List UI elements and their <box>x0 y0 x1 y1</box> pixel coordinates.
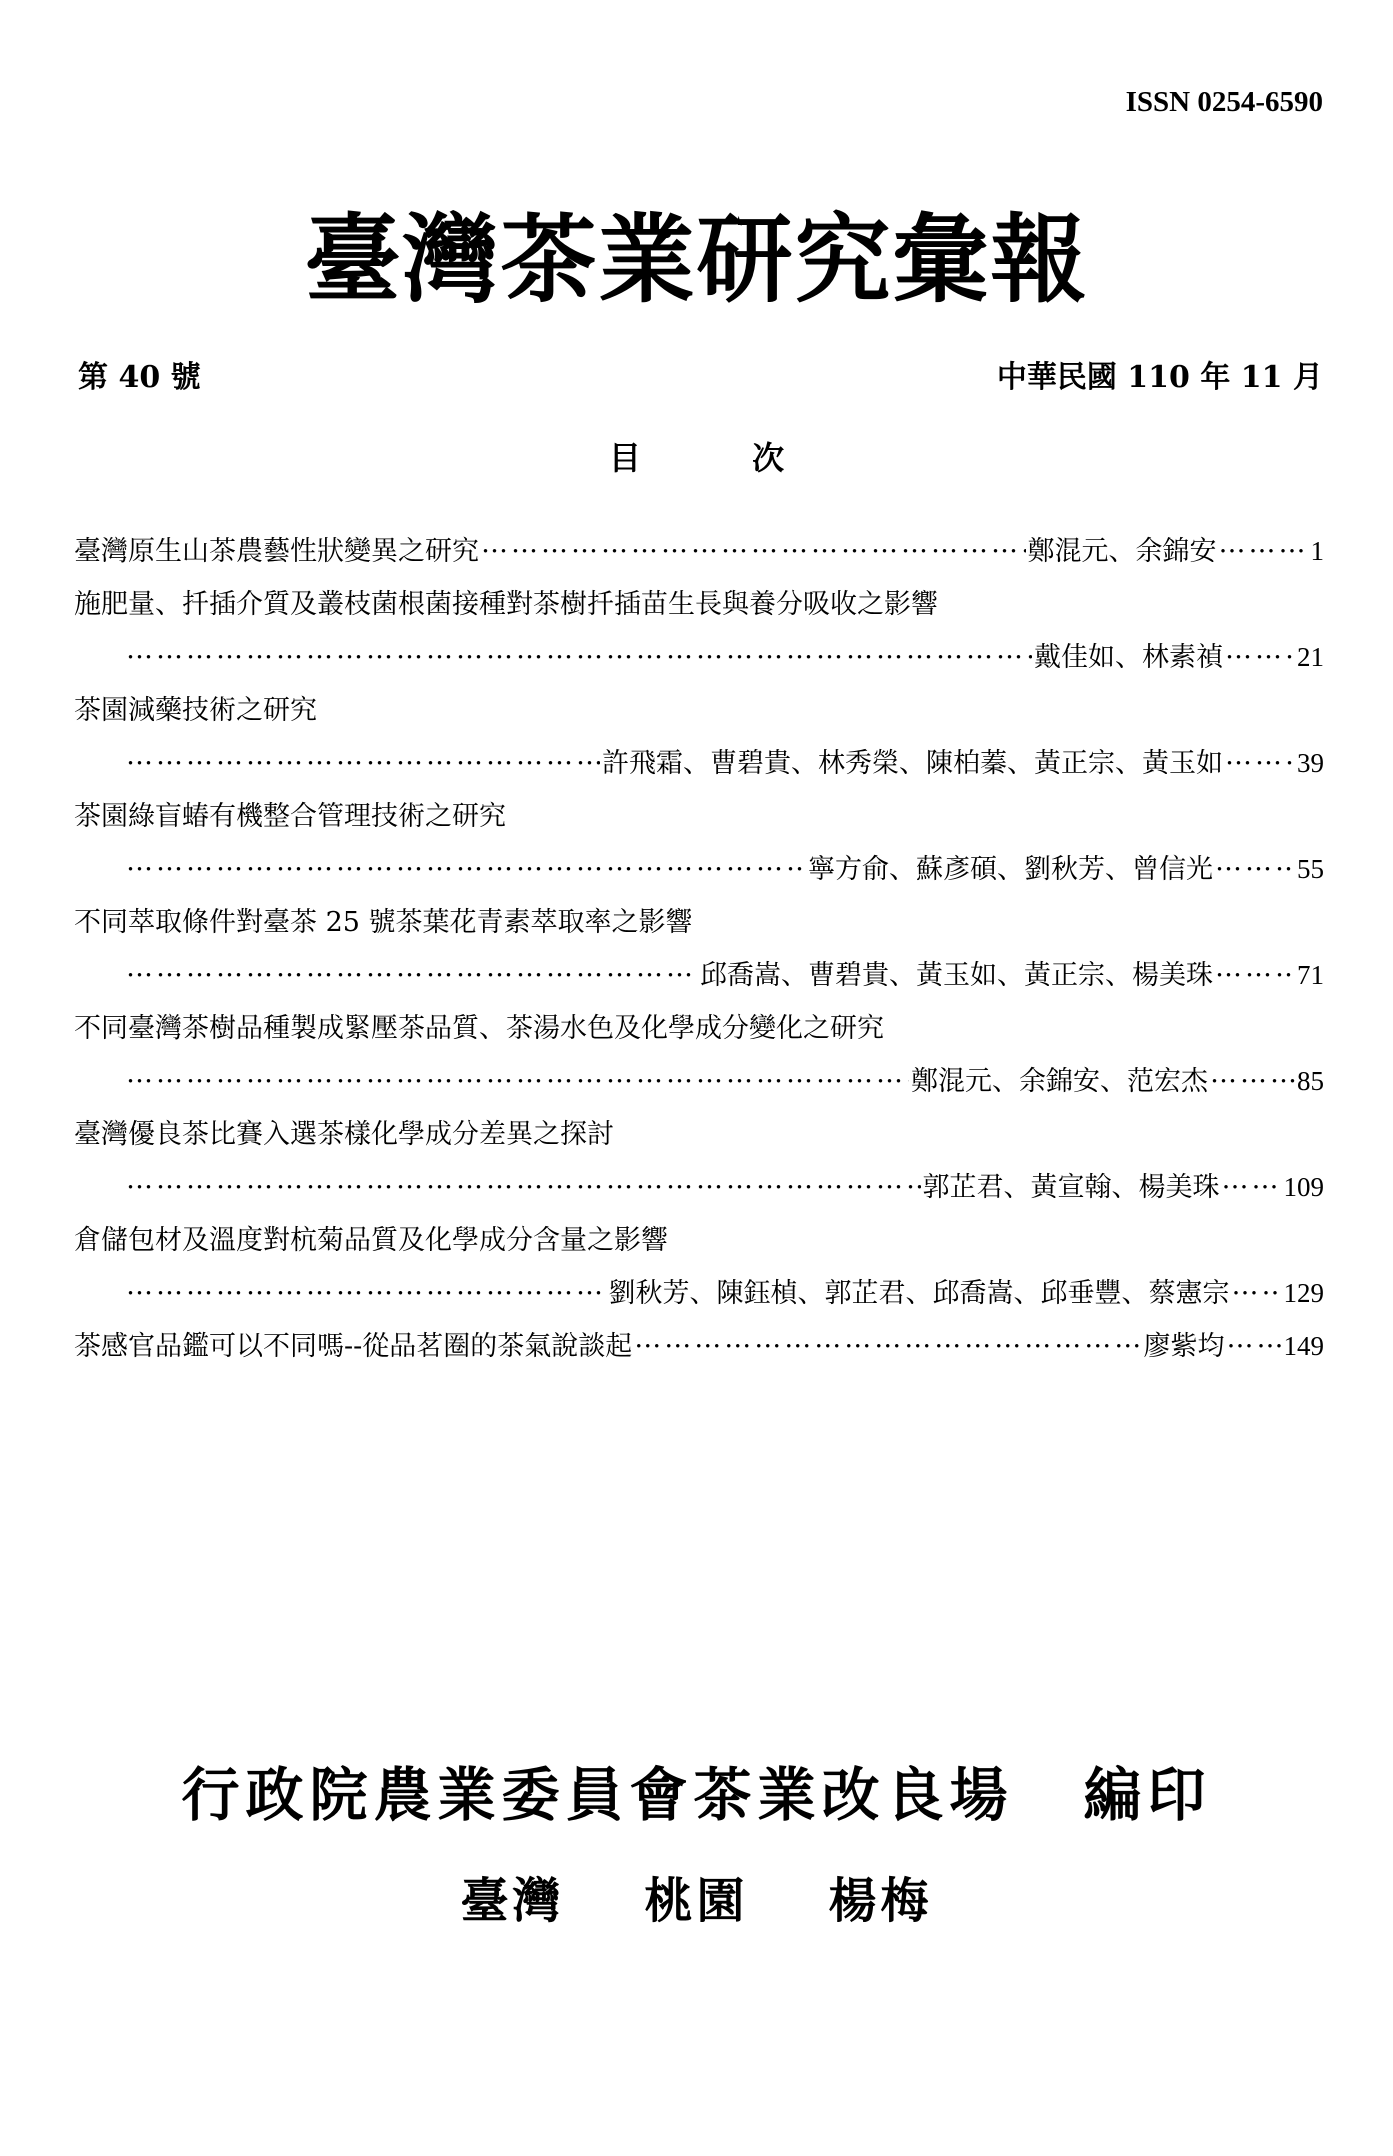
toc-entry-authors: 鄭混元、余錦安 <box>1027 536 1217 567</box>
leader-dots <box>1232 1267 1282 1312</box>
toc-entry[interactable] <box>74 684 1324 790</box>
leader-dots <box>1215 949 1295 994</box>
issue-row <box>78 352 1323 396</box>
leader-dots <box>1225 737 1295 782</box>
leader-dots <box>126 1161 921 1206</box>
publisher-line <box>0 1748 1393 1832</box>
leader-dots <box>126 1267 607 1312</box>
issn: ISSN 0254-6590 <box>1125 86 1323 118</box>
toc-entry-title: 茶園減藥技術之研究 <box>74 695 317 726</box>
leader-dots <box>1219 525 1309 570</box>
toc-entry[interactable] <box>74 790 1324 896</box>
toc-entry-title: 不同臺灣茶樹品種製成緊壓茶品質、茶湯水色及化學成分變化之研究 <box>74 1013 884 1044</box>
location-city: 桃園 <box>644 1873 749 1929</box>
toc-entry[interactable] <box>74 578 1324 684</box>
toc-entry-authors: 劉秋芳、陳鈺楨、郭芷君、邱喬嵩、邱垂豐、蔡憲宗 <box>608 1278 1230 1309</box>
toc-entry-page: 109 <box>1283 1172 1324 1202</box>
toc-entry-authors: 廖紫均 <box>1143 1331 1225 1362</box>
leader-dots <box>126 737 600 782</box>
toc-entry-authors: 郭芷君、黃宣翰、楊美珠 <box>922 1172 1220 1203</box>
toc-entry-title: 施肥量、扦插介質及叢枝菌根菌接種對茶樹扦插苗生長與養分吸收之影響 <box>74 589 938 620</box>
leader-dots <box>126 1055 909 1100</box>
toc-entry-title: 臺灣原生山茶農藝性狀變異之研究 <box>74 536 479 567</box>
toc-entry-page: 21 <box>1297 642 1324 672</box>
toc-heading: 目 次 <box>608 439 785 477</box>
leader-dots <box>1215 843 1295 888</box>
toc-entry[interactable] <box>74 1108 1324 1214</box>
toc-entry-title: 臺灣優良茶比賽入選茶樣化學成分差異之探討 <box>74 1119 614 1150</box>
issue-number: 第 40 號 <box>78 360 201 395</box>
leader-dots <box>481 525 1026 570</box>
leader-dots <box>1227 1320 1282 1365</box>
toc-entry-authors: 寧方俞、蘇彥碩、劉秋芳、曾信光 <box>808 854 1213 885</box>
toc-entry[interactable] <box>74 1214 1324 1320</box>
toc-entry[interactable] <box>74 896 1324 1002</box>
leader-dots <box>126 631 1032 676</box>
publisher-name: 行政院農業委員會茶業改良場 <box>181 1761 1014 1829</box>
toc-entry-title: 倉儲包材及溫度對杭菊品質及化學成分含量之影響 <box>74 1225 668 1256</box>
leader-dots <box>634 1320 1141 1365</box>
issue-date: 中華民國 110 年 11 月 <box>996 360 1323 395</box>
toc-entry-page: 39 <box>1297 748 1324 778</box>
journal-title: 臺灣茶業研究彙報 <box>304 204 1089 316</box>
toc-entry-page: 71 <box>1297 960 1324 990</box>
toc-entry-title: 不同萃取條件對臺茶 25 號茶葉花青素萃取率之影響 <box>74 907 693 938</box>
toc-entry-title: 茶感官品鑑可以不同嗎--從品茗圈的茶氣說談起 <box>74 1331 633 1362</box>
toc-entry-page: 129 <box>1283 1278 1324 1308</box>
toc-entry-page: 55 <box>1297 854 1324 884</box>
toc-entry-authors: 許飛霜、曹碧貴、林秀榮、陳柏蓁、黃正宗、黃玉如 <box>602 748 1223 779</box>
table-of-contents <box>74 525 1324 1373</box>
toc-entry-page: 85 <box>1297 1066 1324 1096</box>
toc-entry[interactable] <box>74 1002 1324 1108</box>
location-town: 楊梅 <box>828 1873 933 1929</box>
toc-entry-authors: 鄭混元、余錦安、范宏杰 <box>911 1066 1208 1097</box>
toc-entry-authors: 戴佳如、林素禎 <box>1034 642 1223 673</box>
leader-dots <box>1210 1055 1295 1100</box>
toc-entry[interactable] <box>74 1320 1324 1373</box>
toc-entry-page: 149 <box>1283 1331 1324 1361</box>
toc-entry-page: 1 <box>1310 536 1324 566</box>
publisher-action: 編印 <box>1083 1761 1212 1829</box>
leader-dots <box>126 949 698 994</box>
toc-entry-authors: 邱喬嵩、曹碧貴、黃玉如、黃正宗、楊美珠 <box>700 960 1213 991</box>
publisher-location <box>0 1862 1393 1931</box>
leader-dots <box>126 843 806 888</box>
leader-dots <box>1225 631 1295 676</box>
toc-entry[interactable] <box>74 525 1324 578</box>
toc-entry-title: 茶園綠盲蝽有機整合管理技術之研究 <box>74 801 506 832</box>
leader-dots <box>1222 1161 1282 1206</box>
location-country: 臺灣 <box>460 1873 565 1929</box>
